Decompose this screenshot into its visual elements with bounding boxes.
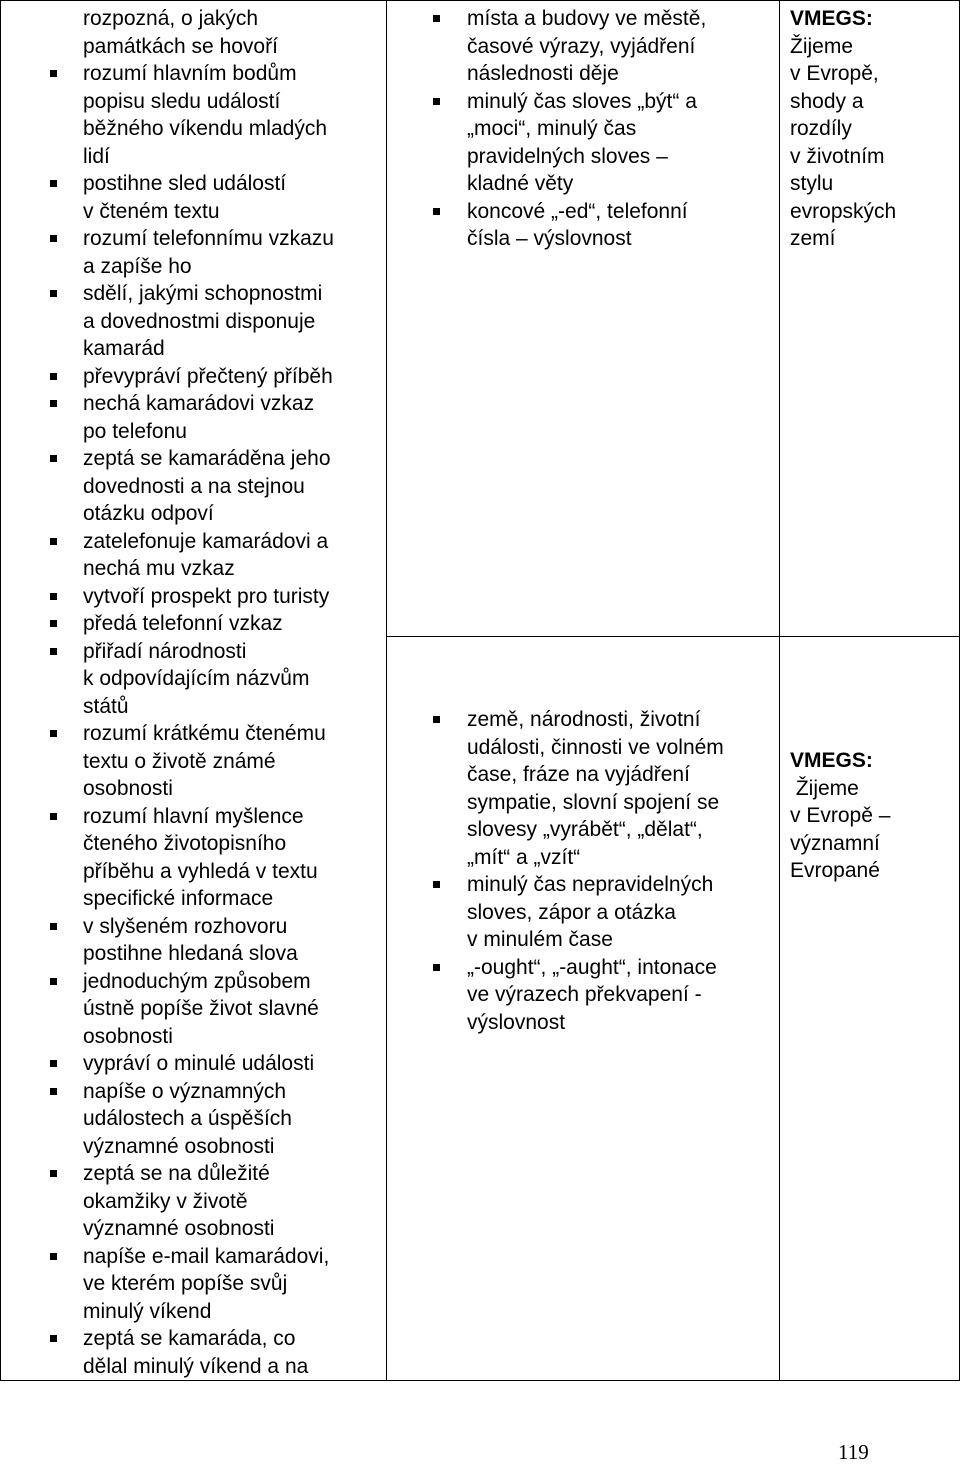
section-line: stylu: [790, 172, 834, 195]
section-line: shody a: [790, 89, 864, 113]
list-line: pravidelných sloves –: [467, 144, 668, 168]
list-line: osobnosti: [83, 1024, 173, 1048]
list-line: události, činnosti ve volném: [467, 735, 724, 759]
list-line: postihne sled událostí: [83, 172, 287, 195]
bullet-icon: [50, 978, 57, 985]
list-line: minulý víkend: [83, 1299, 212, 1323]
bullet-icon: [50, 180, 57, 187]
list-line: zeptá se kamaráděna jeho: [83, 447, 331, 470]
bullet-icon: [433, 98, 440, 105]
list-line: států: [83, 694, 129, 718]
bullet-icon: [50, 373, 57, 380]
list-line: převypráví přečtený příběh: [83, 364, 333, 388]
table-border-left: [0, 0, 1, 1381]
list-line: otázku odpoví: [83, 502, 214, 525]
section-line: v Evropě,: [790, 62, 879, 85]
section-line: Evropané: [790, 859, 880, 882]
page-number: 119: [838, 1440, 869, 1464]
list-line: a zapíše ho: [83, 254, 192, 278]
bullet-icon: [433, 15, 440, 22]
list-line: ve kterém popíše svůj: [83, 1272, 288, 1295]
bullet-icon: [50, 1335, 57, 1342]
list-line: a dovednostmi disponuje: [83, 309, 316, 333]
list-line: po telefonu: [83, 419, 187, 443]
list-line: „-ought“, „-aught“, intonace: [467, 955, 717, 979]
list-line: rozpozná, o jakých: [83, 7, 259, 30]
list-line: kladné věty: [467, 172, 574, 195]
list-line: památkách se hovoří: [83, 34, 278, 58]
list-line: přiřadí národnosti: [83, 639, 247, 663]
section-heading: VMEGS:: [790, 749, 873, 772]
list-line: okamžiky v životě: [83, 1189, 248, 1213]
list-line: vypráví o minulé události: [83, 1052, 315, 1075]
section-line: Žijeme: [790, 34, 854, 58]
bullet-icon: [50, 455, 57, 462]
section-line: v životním: [790, 144, 885, 168]
bullet-icon: [433, 716, 440, 723]
list-line: sympatie, slovní spojení se: [467, 790, 720, 814]
section-line: Žijeme: [790, 776, 859, 800]
section-line: zemí: [790, 227, 836, 250]
list-line: ve výrazech překvapení -: [467, 983, 702, 1006]
list-line: k odpovídajícím názvům: [83, 667, 310, 690]
bullet-icon: [433, 881, 440, 888]
list-line: událostech a úspěších: [83, 1107, 292, 1130]
list-line: jednoduchým způsobem: [83, 969, 311, 993]
list-line: v minulém čase: [467, 928, 613, 951]
bullet-icon: [50, 1170, 57, 1177]
list-line: výslovnost: [467, 1010, 566, 1034]
column-divider-2: [779, 0, 780, 1381]
list-line: zeptá se kamaráda, co: [83, 1327, 296, 1350]
bullet-icon: [50, 923, 57, 930]
list-line: dělal minulý víkend a na: [83, 1354, 309, 1378]
list-line: napíše o významných: [83, 1079, 287, 1103]
bullet-icon: [50, 1060, 57, 1067]
list-line: nechá mu vzkaz: [83, 557, 235, 580]
list-line: slovesy „vyrábět“, „dělat“,: [467, 818, 703, 841]
section-line: v Evropě –: [790, 804, 891, 827]
table-border-bottom: [0, 1380, 960, 1381]
list-line: místa a budovy ve městě,: [467, 7, 707, 30]
bullet-icon: [50, 538, 57, 545]
list-line: významné osobnosti: [83, 1217, 275, 1240]
list-line: běžného víkendu mladých: [83, 117, 327, 140]
list-line: koncové „-ed“, telefonní: [467, 199, 688, 223]
section-heading: VMEGS:: [790, 7, 873, 30]
bullet-icon: [50, 70, 57, 77]
list-line: specifické informace: [83, 887, 274, 910]
list-line: „mít“ a „vzít“: [467, 845, 581, 869]
list-line: časové výrazy, vyjádření: [467, 34, 696, 58]
bullet-icon: [50, 593, 57, 600]
bullet-icon: [50, 290, 57, 297]
list-line: lidí: [83, 144, 110, 168]
list-line: rozumí krátkému čtenému: [83, 722, 326, 745]
list-line: rozumí hlavní myšlence: [83, 804, 304, 828]
list-line: osobnosti: [83, 777, 173, 800]
list-line: minulý čas sloves „být“ a: [467, 89, 697, 113]
list-line: následnosti děje: [467, 62, 619, 85]
list-line: sloves, zápor a otázka: [467, 900, 676, 924]
list-line: zatelefonuje kamarádovi a: [83, 529, 329, 553]
list-line: minulý čas nepravidelných: [467, 873, 714, 896]
bullet-icon: [50, 1253, 57, 1260]
table-border-top: [0, 0, 960, 1]
list-line: předá telefonní vzkaz: [83, 612, 283, 635]
list-line: napíše e-mail kamarádovi,: [83, 1244, 330, 1268]
bullet-icon: [50, 1088, 57, 1095]
list-line: v čteném textu: [83, 199, 220, 223]
list-line: čísla – výslovnost: [467, 227, 632, 250]
list-line: dovednosti a na stejnou: [83, 474, 305, 498]
list-line: v slyšeném rozhovoru: [83, 914, 288, 938]
bullet-icon: [50, 648, 57, 655]
list-line: významné osobnosti: [83, 1134, 275, 1158]
bullet-icon: [433, 964, 440, 971]
list-line: čase, fráze na vyjádření: [467, 763, 690, 786]
list-line: země, národnosti, životní: [467, 708, 701, 731]
bullet-icon: [50, 400, 57, 407]
list-line: sdělí, jakými schopnostmi: [83, 282, 323, 305]
list-line: postihne hledaná slova: [83, 942, 298, 965]
list-line: ústně popíše život slavné: [83, 997, 319, 1020]
list-line: „moci“, minulý čas: [467, 117, 637, 140]
bullet-icon: [50, 620, 57, 627]
column-divider-1: [386, 0, 387, 1381]
row-divider-col2: [386, 636, 960, 637]
bullet-icon: [50, 813, 57, 820]
list-line: čteného životopisního: [83, 832, 287, 855]
section-line: evropských: [790, 199, 897, 223]
list-line: textu o životě známé: [83, 749, 276, 773]
list-line: rozumí telefonnímu vzkazu: [83, 227, 334, 250]
list-line: rozumí hlavním bodům: [83, 62, 297, 85]
bullet-icon: [433, 208, 440, 215]
list-line: kamarád: [83, 337, 165, 360]
list-line: zeptá se na důležité: [83, 1162, 270, 1185]
list-line: vytvoří prospekt pro turisty: [83, 584, 330, 608]
bullet-icon: [50, 235, 57, 242]
list-line: příběhu a vyhledá v textu: [83, 859, 318, 883]
section-line: rozdíly: [790, 117, 852, 140]
list-line: nechá kamarádovi vzkaz: [83, 392, 315, 415]
section-line: významní: [790, 831, 880, 855]
bullet-icon: [50, 730, 57, 737]
list-line: popisu sledu událostí: [83, 89, 281, 113]
